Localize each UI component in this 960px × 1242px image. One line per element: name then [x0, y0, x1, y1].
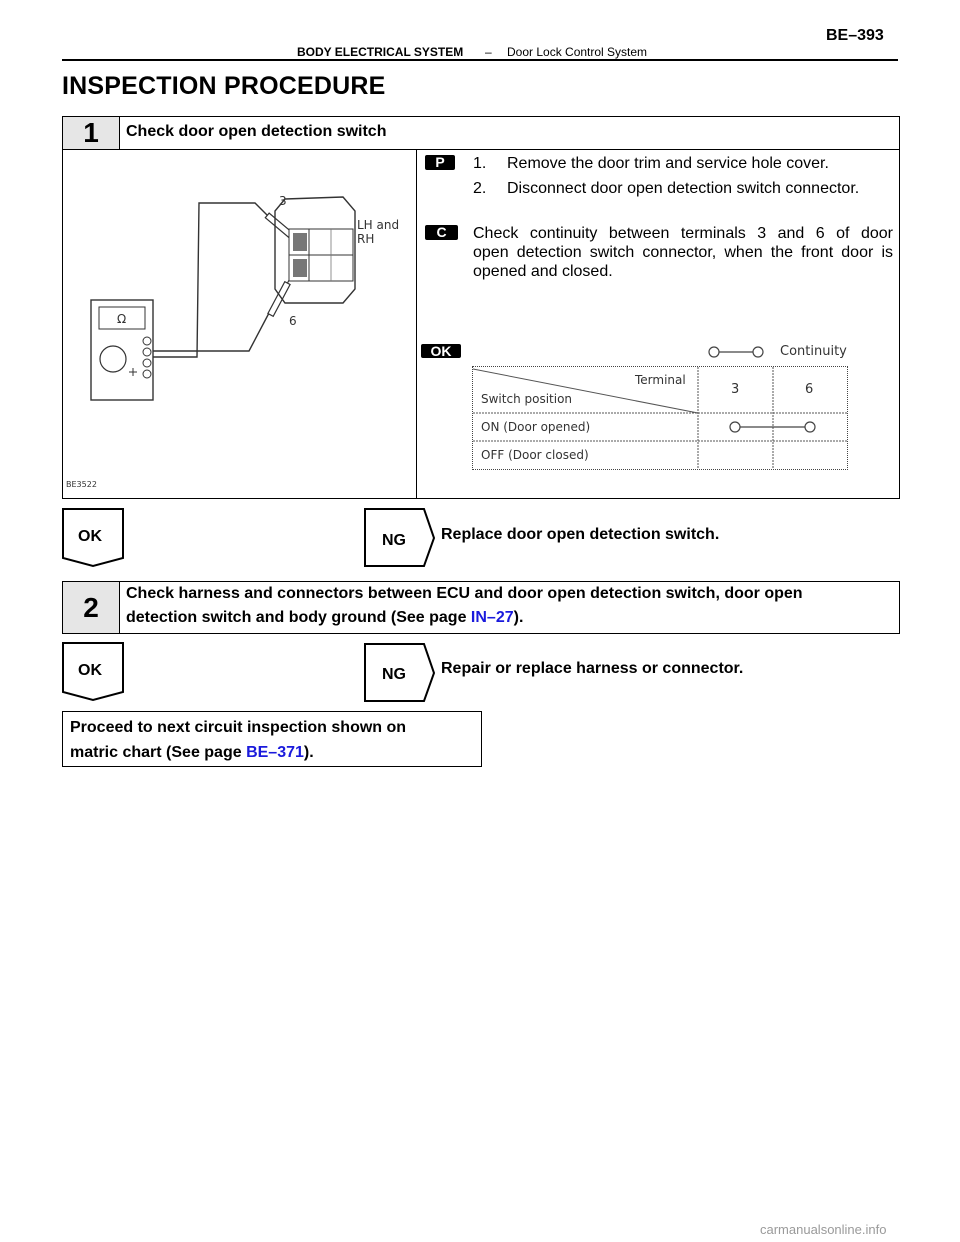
result-2-ng-label: NG — [382, 666, 406, 683]
step-1-number: 1 — [63, 117, 120, 149]
step-2-line-2-text: detection switch and body ground (See page — [126, 609, 471, 626]
step-2-title-line-1: Check harness and connectors between ECU and door open detection switch, door open — [126, 585, 803, 602]
figure-label-lh: LH and — [357, 218, 400, 232]
continuity-test-figure — [63, 149, 415, 498]
result-1-ng-label: NG — [382, 532, 406, 549]
step-1-title: Check door open detection switch — [126, 123, 387, 140]
result-2-ng-action: Repair or replace harness or connector. — [441, 660, 744, 677]
result-1-ok-label: OK — [78, 528, 102, 545]
result-2-ok-label: OK — [78, 662, 102, 679]
final-line-2-close: ). — [303, 744, 314, 761]
result-1-ng-action: Replace door open detection switch. — [441, 526, 720, 543]
page-link-in27[interactable]: IN–27 — [470, 609, 514, 626]
step-2-line-2-close: ). — [513, 609, 524, 626]
ok-criteria-tag: OK — [421, 344, 461, 358]
check-tag-c: C — [425, 225, 458, 240]
step-1-content — [62, 149, 900, 499]
check-line-1: Check continuity between terminals 3 and 6 of door — [473, 225, 893, 242]
table-header-terminal: Terminal — [635, 373, 686, 387]
step-1-header — [62, 116, 900, 150]
final-instruction-box — [62, 711, 482, 767]
procedure-item-2-text: Disconnect door open detection switch connector. — [507, 180, 860, 197]
final-line-2 — [70, 740, 406, 765]
check-line-3: opened and closed. — [473, 263, 613, 280]
figure-label-rh: RH — [357, 232, 375, 246]
header-section: BODY ELECTRICAL SYSTEM — [297, 45, 464, 59]
continuity-legend-symbol — [707, 345, 777, 359]
page-number: BE–393 — [826, 27, 884, 44]
figure-ohm-label: Ω — [117, 312, 127, 326]
final-line-1: Proceed to next circuit inspection shown on — [70, 719, 407, 736]
table-col-6: 6 — [805, 382, 814, 397]
step-2-title-line-2 — [126, 606, 523, 630]
procedure-item-1-num: 1. — [473, 155, 487, 172]
header-subsection: Door Lock Control System — [507, 45, 648, 59]
check-line-2: open detection switch connector, when the front door is — [473, 244, 893, 261]
final-line-2-text: matric chart (See page — [70, 744, 247, 761]
continuity-legend-label: Continuity — [780, 344, 847, 359]
figure-code: BE3522 — [66, 480, 97, 489]
procedure-item-1-text: Remove the door trim and service hole cover. — [507, 155, 829, 172]
header-dash: – — [485, 45, 492, 59]
step-2-number: 2 — [63, 582, 120, 633]
continuity-table — [472, 366, 848, 470]
figure-label-6: 6 — [289, 314, 297, 328]
watermark: carmanualsonline.info — [760, 1222, 887, 1237]
figure-label-3: 3 — [279, 194, 287, 208]
procedure-item-2-num: 2. — [473, 180, 487, 197]
probe-wire-top — [151, 203, 269, 357]
page-link-be371[interactable]: BE–371 — [246, 744, 304, 761]
content-divider — [416, 149, 417, 498]
table-header-switch: Switch position — [481, 392, 573, 406]
table-col-3: 3 — [731, 382, 740, 397]
header-rule — [62, 59, 898, 61]
table-row-off: OFF (Door closed) — [481, 448, 589, 462]
table-row-on: ON (Door opened) — [481, 420, 591, 434]
page-title: INSPECTION PROCEDURE — [62, 72, 386, 100]
step-2-header — [62, 581, 900, 634]
final-instruction-text — [70, 715, 406, 765]
procedure-tag-p: P — [425, 155, 455, 170]
probe-wire-bottom — [151, 313, 269, 351]
